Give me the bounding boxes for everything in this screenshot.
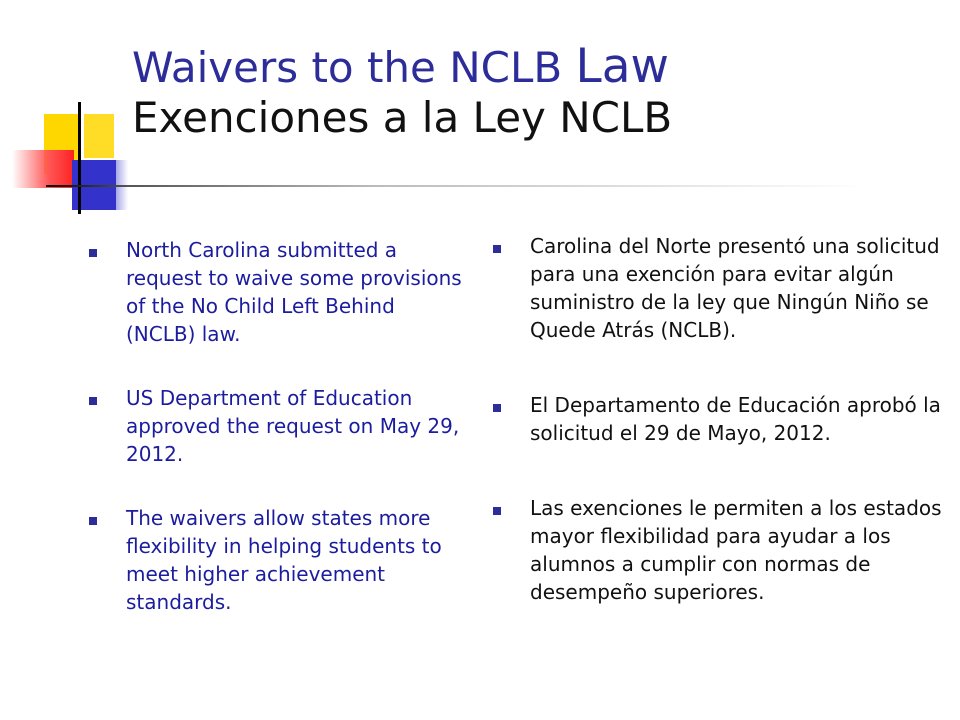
bullet-text: Las exenciones le permiten a los estados mayor flexibilidad para ayudar a los alumnos a cumplir con normas de desempeño superiores. bbox=[530, 496, 942, 604]
decorative-red-bar bbox=[12, 150, 74, 188]
bullet-square-icon bbox=[493, 404, 501, 412]
bullet-square-icon bbox=[89, 517, 97, 525]
decorative-yellow-square bbox=[84, 114, 114, 158]
bullet-text: Carolina del Norte presentó una solicitud para una exención para evitar algún suministro de la ley que Ningún Niño se Quede Atrás (NCLB). bbox=[530, 234, 940, 342]
bullet-text: North Carolina submitted a request to waive some provisions of the No Child Left Behind (NCLB) law. bbox=[126, 238, 462, 346]
bullet-square-icon bbox=[493, 245, 501, 253]
decorative-vertical-line bbox=[78, 102, 81, 214]
spanish-column bbox=[492, 232, 942, 606]
list-item bbox=[492, 494, 942, 606]
title-underline bbox=[46, 185, 866, 187]
list-item bbox=[492, 391, 942, 447]
bullet-text: US Department of Education approved the request on May 29, 2012. bbox=[126, 386, 460, 466]
english-column bbox=[88, 236, 468, 616]
bullet-text: El Departamento de Educación aprobó la solicitud el 29 de Mayo, 2012. bbox=[530, 393, 941, 445]
title-english-law: Law bbox=[575, 39, 669, 94]
bullet-square-icon bbox=[89, 397, 97, 405]
title-spanish: Exenciones a la Ley NCLB bbox=[132, 93, 673, 142]
bullet-square-icon bbox=[493, 507, 501, 515]
list-item bbox=[88, 384, 468, 468]
list-item bbox=[492, 232, 942, 344]
bullet-square-icon bbox=[89, 249, 97, 257]
slide-title bbox=[132, 39, 932, 143]
title-english bbox=[132, 39, 932, 94]
title-english-text: Waivers to the NCLB bbox=[132, 43, 576, 92]
english-bullet-list bbox=[88, 236, 468, 616]
bullet-text: The waivers allow states more flexibility in helping students to meet higher achievement standards. bbox=[126, 506, 442, 614]
list-item bbox=[88, 236, 468, 348]
spanish-bullet-list bbox=[492, 232, 942, 606]
list-item bbox=[88, 504, 468, 616]
